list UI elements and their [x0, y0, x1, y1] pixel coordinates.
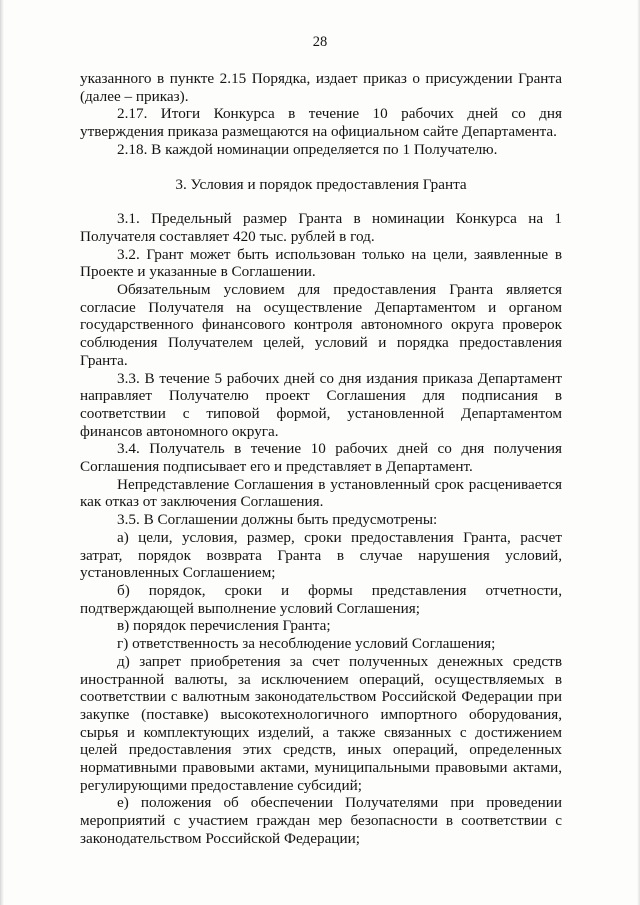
- document-body: [80, 70, 562, 848]
- page-number: 28: [312, 34, 328, 50]
- list-item-d: д) запрет приобретения за счет полученных денежных средств иностранной валюты, за исключением операций, осуществляемых в соответствии с валютным законодательством Российской Федерации при закупке (поставке) высокотехнологичного импортного оборудования, сырья и комплектующих изделий, а также связанных с достижением целей предоставления этих средств, иных операций, определенных нормативными правовыми актами, муниципальными правовыми актами, регулирующими предоставление субсидий;: [80, 652, 562, 794]
- paragraph-3-2: 3.2. Грант может быть использован только на цели, заявленные в Проекте и указанные в Соглашении.: [80, 245, 562, 281]
- paragraph-3-1: 3.1. Предельный размер Гранта в номинации Конкурса на 1 Получателя составляет 420 тыс. рублей в год.: [80, 210, 562, 245]
- paragraph-2-17: 2.17. Итоги Конкурса в течение 10 рабочих дней со дня утверждения приказа размещаются на официальном сайте Департамента.: [80, 105, 562, 141]
- list-item-g: г) ответственность за несоблюдение условий Соглашения;: [117, 635, 496, 653]
- paragraph-non-submission: Непредставление Соглашения в установленный срок расценивается как отказ от заключения Соглашения.: [80, 475, 562, 511]
- paragraph-3-5: 3.5. В Соглашении должны быть предусмотрены:: [117, 511, 438, 529]
- section-title: 3. Условия и порядок предоставления Гранта: [175, 175, 467, 193]
- paragraph-3-4: 3.4. Получатель в течение 10 рабочих дней со дня получения Соглашения подписывает его и представляет в Департамент.: [80, 440, 562, 476]
- paragraph-mandatory-condition: Обязательным условием для предоставления Гранта является согласие Получателя на осуществление Департаментом и органом государственного финансового контроля автономного округа проверок соблюдения Получателем целей, условий и порядка предоставления Гранта.: [80, 281, 562, 369]
- paragraph-continuation: указанного в пункте 2.15 Порядка, издает приказ о присуждении Гранта (далее – приказ).: [80, 70, 562, 105]
- list-item-a: а) цели, условия, размер, сроки предоставления Гранта, расчет затрат, порядок возврата Гранта в случае нарушения условий, установленных Соглашением;: [80, 528, 562, 582]
- list-item-e: е) положения об обеспечении Получателями при проведении мероприятий с участием граждан мер безопасности в соответствии с законодательством Российской Федерации;: [80, 794, 562, 847]
- paragraph-2-18: 2.18. В каждой номинации определяется по 1 Получателю.: [117, 140, 498, 158]
- list-item-b: б) порядок, сроки и формы представления отчетности, подтверждающей выполнение условий Соглашения;: [80, 581, 562, 617]
- list-item-v: в) порядок перечисления Гранта;: [117, 617, 331, 635]
- scan-edge-left: [0, 0, 4, 905]
- paragraph-3-3: 3.3. В течение 5 рабочих дней со дня издания приказа Департамент направляет Получателю проект Соглашения для подписания в соответствии с типовой формой, установленной Департаментом финансов автономного округа.: [80, 369, 562, 440]
